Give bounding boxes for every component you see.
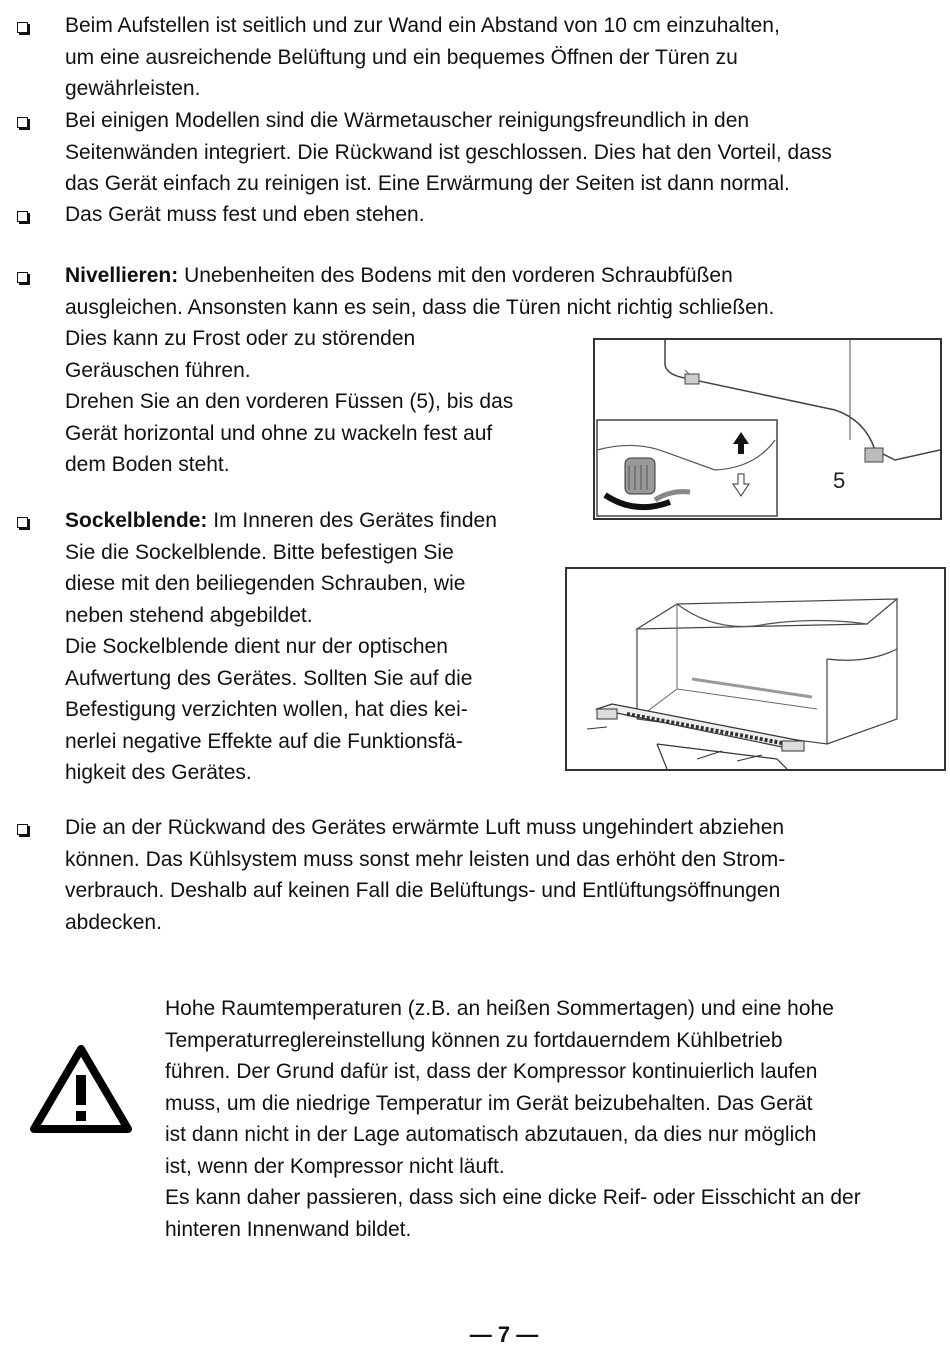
text-line: diese mit den beiliegenden Schrauben, wie bbox=[65, 572, 466, 595]
text-line: können. Das Kühlsystem muss sonst mehr leisten und das erhöht den Strom- bbox=[65, 847, 786, 871]
paragraph-stand-firm bbox=[65, 199, 425, 231]
figure-label-foot: 5 bbox=[833, 468, 846, 493]
heading-leveling: Nivellieren: bbox=[65, 264, 179, 287]
text-line: Befestigung verzichten wollen, hat dies kei- bbox=[65, 698, 468, 721]
paragraph-rear-air bbox=[65, 812, 785, 938]
bullet-marker bbox=[17, 22, 28, 33]
text-line: Die an der Rückwand des Gerätes erwärmte Luft muss ungehindert abziehen bbox=[65, 816, 785, 839]
leveling-feet-illustration bbox=[595, 340, 940, 518]
text-line: Es kann daher passieren, dass sich eine dicke Reif- oder Eisschicht an der bbox=[165, 1186, 861, 1209]
paragraph-plinth-cover bbox=[65, 505, 497, 789]
bullet-marker bbox=[17, 117, 28, 128]
text-line: dem Boden steht. bbox=[65, 453, 230, 476]
plinth-cover-figure bbox=[565, 567, 946, 771]
warning-triangle-icon bbox=[30, 1045, 132, 1133]
text-line: ausgleichen. Ansonsten kann es sein, dass die Türen nicht richtig schließen. bbox=[65, 295, 775, 319]
text-line: Seitenwänden integriert. Die Rückwand ist geschlossen. Dies hat den Vorteil, dass bbox=[65, 140, 832, 164]
text-span: Unebenheiten des Bodens mit den vorderen Schraubfüßen bbox=[184, 264, 733, 287]
warning-text bbox=[165, 993, 861, 1245]
text-line: Die Sockelblende dient nur der optischen bbox=[65, 635, 448, 658]
text-line: muss, um die niedrige Temperatur im Gerät beizubehalten. Das Gerät bbox=[165, 1091, 813, 1115]
text-line: Dies kann zu Frost oder zu störenden bbox=[65, 327, 416, 350]
text-line: Gerät horizontal und ohne zu wackeln fest auf bbox=[65, 421, 493, 445]
bullet-marker bbox=[17, 211, 28, 222]
text-line: gewährleisten. bbox=[65, 77, 201, 100]
text-line bbox=[65, 505, 497, 537]
text-line: neben stehend abgebildet. bbox=[65, 603, 313, 627]
text-line: nerlei negative Effekte auf die Funktionsfä- bbox=[65, 729, 463, 753]
text-line: abdecken. bbox=[65, 910, 162, 934]
text-line: führen. Der Grund dafür ist, dass der Kompressor kontinuierlich laufen bbox=[165, 1060, 818, 1083]
text-line: ist dann nicht in der Lage automatisch abzutauen, da dies nur möglich bbox=[165, 1123, 817, 1146]
text-line: das Gerät einfach zu reinigen ist. Eine Erwärmung der Seiten ist dann normal. bbox=[65, 172, 790, 195]
text-line: Beim Aufstellen ist seitlich und zur Wand ein Abstand von 10 cm einzuhalten, bbox=[65, 14, 780, 37]
heading-plinth-cover: Sockelblende: bbox=[65, 509, 208, 532]
bullet-marker bbox=[17, 824, 28, 835]
text-line bbox=[65, 260, 774, 292]
text-line: ist, wenn der Kompressor nicht läuft. bbox=[165, 1154, 505, 1178]
plinth-cover-illustration bbox=[567, 569, 944, 769]
text-line: hinteren Innenwand bildet. bbox=[165, 1217, 412, 1241]
paragraph-ventilation-distance bbox=[65, 10, 780, 105]
text-line: Aufwertung des Gerätes. Sollten Sie auf die bbox=[65, 666, 473, 690]
text-line: um eine ausreichende Belüftung und ein bequemes Öffnen der Türen zu bbox=[65, 45, 738, 69]
page-number: — 7 — bbox=[469, 1322, 539, 1347]
text-line: verbrauch. Deshalb auf keinen Fall die Belüftungs- und Entlüftungsöffnungen bbox=[65, 879, 781, 902]
text-line: Drehen Sie an den vorderen Füssen (5), bis das bbox=[65, 390, 514, 413]
leveling-feet-figure bbox=[593, 338, 942, 520]
text-line: Geräuschen führen. bbox=[65, 358, 251, 382]
text-span: Im Inneren des Gerätes finden bbox=[213, 509, 497, 532]
bullet-marker bbox=[17, 517, 28, 528]
text-line: Sie die Sockelblende. Bitte befestigen Sie bbox=[65, 540, 454, 564]
text-line: Hohe Raumtemperaturen (z.B. an heißen Sommertagen) und eine hohe bbox=[165, 997, 834, 1020]
text-line: Das Gerät muss fest und eben stehen. bbox=[65, 203, 425, 226]
text-line: Temperaturreglereinstellung können zu fortdauerndem Kühlbetrieb bbox=[165, 1028, 783, 1052]
bullet-marker bbox=[17, 272, 28, 283]
paragraph-heat-exchanger bbox=[65, 105, 832, 200]
text-line: higkeit des Gerätes. bbox=[65, 761, 252, 784]
text-line: Bei einigen Modellen sind die Wärmetauscher reinigungsfreundlich in den bbox=[65, 109, 750, 132]
